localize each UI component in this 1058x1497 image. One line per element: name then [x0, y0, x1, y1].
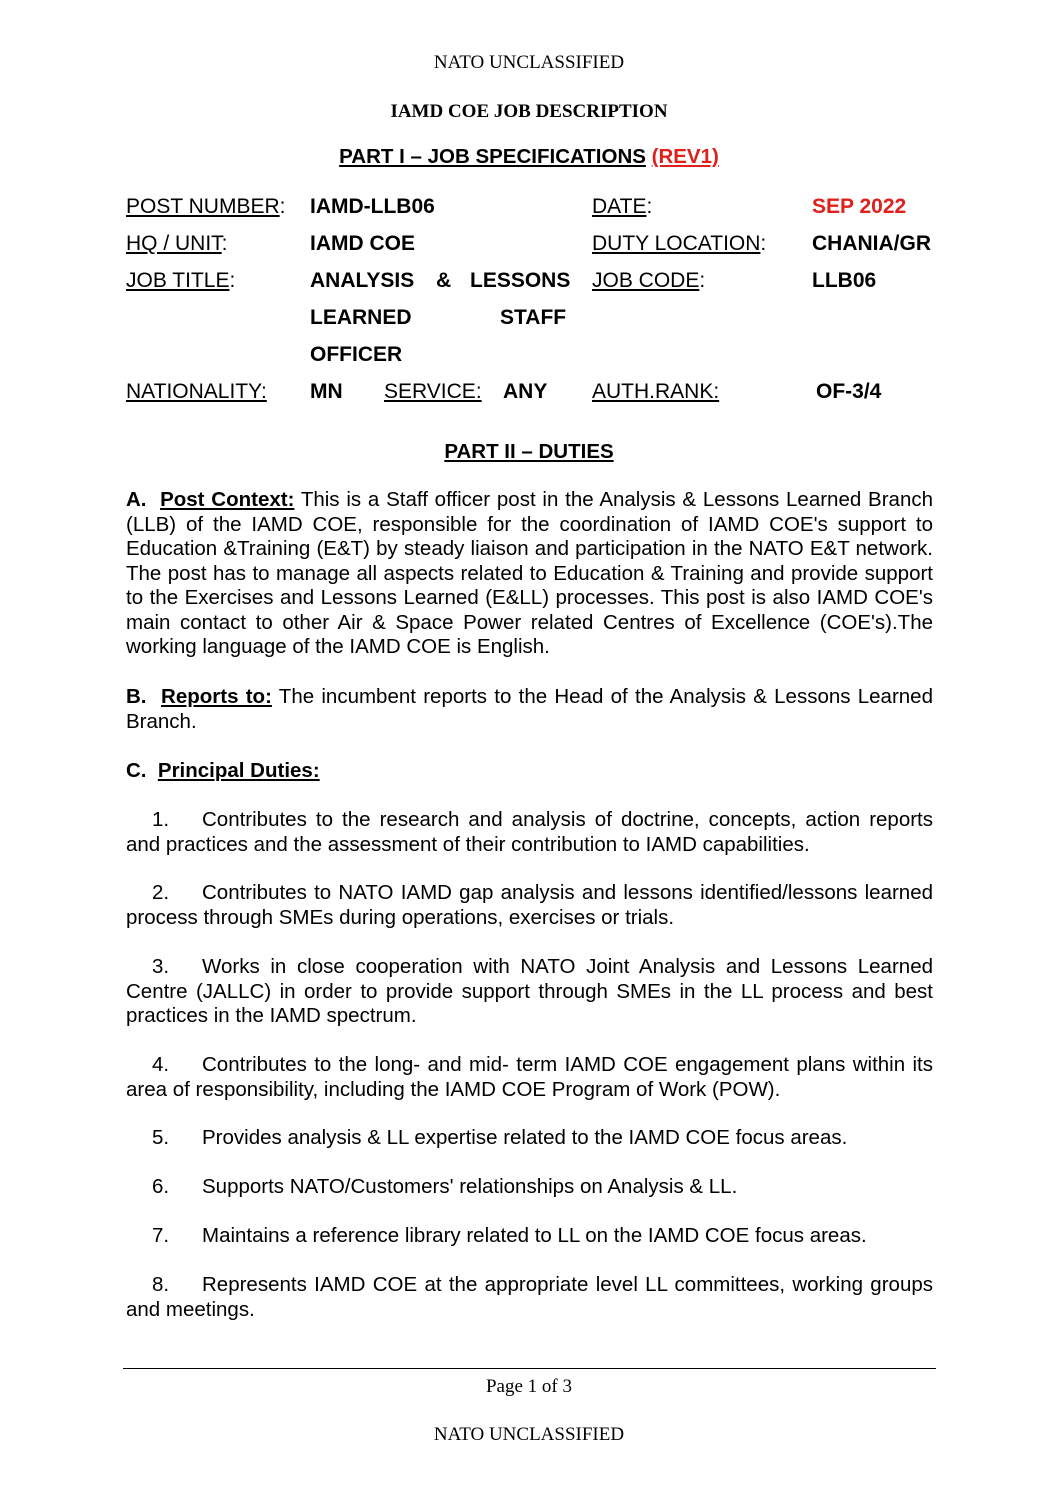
- job-title-word: &: [436, 269, 452, 292]
- date-value: SEP 2022: [812, 195, 907, 218]
- job-title-label: JOB TITLE:: [126, 269, 236, 292]
- duty-text: Represents IAMD COE at the appropriate level LL committees, working groups and meetings.: [126, 1273, 933, 1321]
- hq-unit-label: HQ / UNIT:: [126, 232, 228, 255]
- part1-heading: [0, 145, 1058, 169]
- duty-item: [126, 881, 933, 930]
- revision-tag: (REV1): [651, 145, 719, 168]
- post-number-value: IAMD-LLB06: [310, 195, 435, 218]
- duty-number: 6.: [152, 1175, 170, 1198]
- hq-unit-value: IAMD COE: [310, 232, 415, 255]
- duty-item: [126, 1053, 933, 1102]
- job-specifications: [0, 188, 1058, 418]
- post-number-label: POST NUMBER:: [126, 195, 286, 218]
- job-title-word: OFFICER: [310, 343, 403, 366]
- duty-number: 3.: [152, 955, 170, 978]
- principal-duties-heading-line: [126, 759, 933, 784]
- reports-to-heading: Reports to:: [161, 685, 272, 708]
- section-b-prefix: B.: [126, 685, 147, 708]
- nationality-value: MN: [310, 380, 343, 403]
- job-title-word: ANALYSIS: [310, 269, 415, 292]
- duty-number: 2.: [152, 881, 170, 904]
- nationality-label: NATIONALITY:: [126, 380, 267, 403]
- service-value: ANY: [503, 380, 548, 403]
- auth-rank-value: OF-3/4: [816, 380, 882, 403]
- duty-text: Provides analysis & LL expertise related to the IAMD COE focus areas.: [202, 1126, 848, 1149]
- post-context-heading: Post Context:: [160, 488, 295, 511]
- job-code-label: JOB CODE:: [592, 269, 706, 292]
- duty-location-label: DUTY LOCATION:: [592, 232, 767, 255]
- duty-item: [126, 1175, 933, 1200]
- duty-number: 4.: [152, 1053, 170, 1076]
- duty-number: 7.: [152, 1224, 170, 1247]
- post-context-text: This is a Staff officer post in the Analysis & Lessons Learned Branch (LLB) of the IAMD COE, responsible for the coordination of IAMD COE's support to Education &Training (E&T) by steady liaison and participation in the NATO E&T network. The post has to manage all aspects related to Education & Training and provide support to the Exercises and Lessons Learned (E&LL) processes. This post is also IAMD COE's main contact to other Air & Space Power related Centres of Excellence (COE's).The working language of the IAMD COE is English.: [126, 488, 933, 658]
- auth-rank-label: AUTH.RANK:: [592, 380, 720, 403]
- job-title-word: LESSONS: [470, 269, 571, 292]
- job-title-word: STAFF: [500, 306, 567, 329]
- duty-number: 5.: [152, 1126, 170, 1149]
- duty-text: Contributes to NATO IAMD gap analysis and lessons identified/lessons learned process through SMEs during operations, exercises or trials.: [126, 881, 933, 929]
- document-title: IAMD COE JOB DESCRIPTION: [390, 101, 668, 122]
- duty-item: [126, 1126, 933, 1151]
- duty-item: [126, 1224, 933, 1249]
- duty-text: Contributes to the long- and mid- term IAMD COE engagement plans within its area of responsibility, including the IAMD COE Program of Work (POW).: [126, 1053, 933, 1101]
- date-label: DATE:: [592, 195, 653, 218]
- classification-top: NATO UNCLASSIFIED: [433, 52, 625, 73]
- duty-item: [126, 808, 933, 857]
- duty-text: Maintains a reference library related to LL on the IAMD COE focus areas.: [202, 1224, 867, 1247]
- duty-text: Contributes to the research and analysis of doctrine, concepts, action reports and practices and the assessment of their contribution to IAMD capabilities.: [126, 808, 933, 856]
- part2-heading: PART II – DUTIES: [444, 440, 614, 463]
- reports-to-text: The incumbent reports to the Head of the Analysis & Lessons Learned Branch.: [126, 685, 933, 733]
- reports-to-paragraph: [126, 685, 933, 734]
- section-c-prefix: C.: [126, 759, 147, 782]
- duty-text: Works in close cooperation with NATO Joint Analysis and Lessons Learned Centre (JALLC) in order to provide support through SMEs in the LL process and best practices in the IAMD spectrum.: [126, 955, 933, 1027]
- service-label: SERVICE:: [384, 380, 482, 403]
- job-code-value: LLB06: [812, 269, 877, 292]
- post-context-paragraph: [126, 488, 933, 660]
- classification-bottom: NATO UNCLASSIFIED: [433, 1424, 625, 1445]
- part1-title: PART I – JOB SPECIFICATIONS: [339, 145, 646, 168]
- principal-duties-heading: Principal Duties:: [157, 759, 320, 782]
- duty-number: 1.: [152, 808, 170, 831]
- duty-item: [126, 1273, 933, 1322]
- duty-item: [126, 955, 933, 1029]
- job-title-word: LEARNED: [310, 306, 412, 329]
- duty-location-value: CHANIA/GR: [812, 232, 931, 255]
- duty-number: 8.: [152, 1273, 170, 1296]
- footer-rule: [123, 1368, 936, 1369]
- duty-text: Supports NATO/Customers' relationships on Analysis & LL.: [202, 1175, 738, 1198]
- section-a-prefix: A.: [126, 488, 147, 511]
- page-number: Page 1 of 3: [485, 1376, 572, 1397]
